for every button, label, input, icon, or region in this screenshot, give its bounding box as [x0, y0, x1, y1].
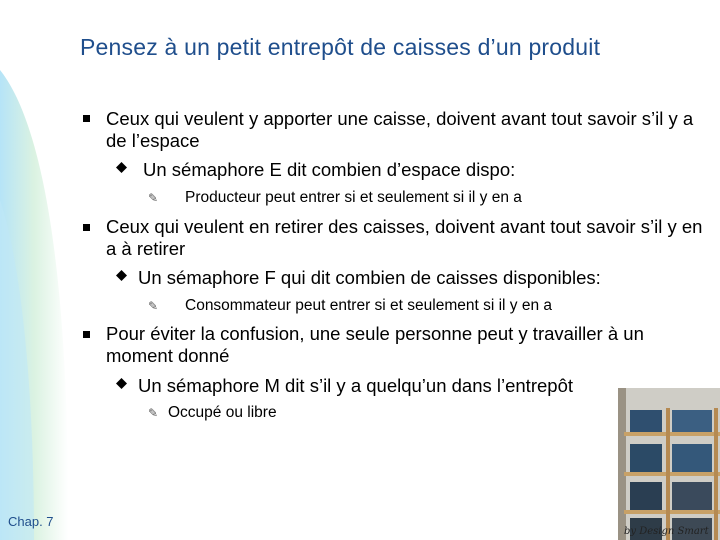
subsub-bullet-text-2: Consommateur peut entrer si et seulement si il y en a — [185, 297, 553, 314]
pencil-bullet-icon: ✎ — [148, 299, 159, 313]
slide-title: Pensez à un petit entrepôt de caisses d’un produit — [80, 34, 601, 60]
bullet-square-icon — [83, 115, 90, 122]
diamond-bullet-icon — [116, 270, 127, 281]
subsub-bullet-text-3: Occupé ou libre — [168, 404, 277, 421]
pencil-bullet-icon: ✎ — [148, 406, 159, 420]
sub-bullet-text-3: Un sémaphore M dit s’il y a quelqu’un dans l’entrepôt — [138, 375, 573, 396]
photo-caption: by Design Smart — [624, 526, 709, 537]
pencil-bullet-icon: ✎ — [148, 191, 159, 205]
bullet-text-2: Ceux qui veulent en retirer des caisses, doivent avant tout savoir s’il y en a à retirer — [106, 216, 703, 259]
subsub-bullet-text-1: Producteur peut entrer si et seulement si il y en a — [185, 189, 522, 206]
diamond-bullet-icon — [116, 162, 127, 173]
bullet-text-1: Ceux qui veulent y apporter une caisse, doivent avant tout savoir s’il y a de l’espace — [106, 108, 694, 151]
diamond-bullet-icon — [116, 378, 127, 389]
chapter-footer: Chap. 7 — [8, 514, 54, 529]
warehouse-shelves-photo — [618, 388, 720, 540]
sub-bullet-text-1: Un sémaphore E dit combien d’espace dispo: — [143, 159, 516, 180]
bullet-square-icon — [83, 224, 90, 231]
bullet-square-icon — [83, 331, 90, 338]
bullet-text-3: Pour éviter la confusion, une seule personne peut y travailler à un moment donné — [106, 323, 644, 366]
sub-bullet-text-2: Un sémaphore F qui dit combien de caisses disponibles: — [138, 267, 601, 288]
